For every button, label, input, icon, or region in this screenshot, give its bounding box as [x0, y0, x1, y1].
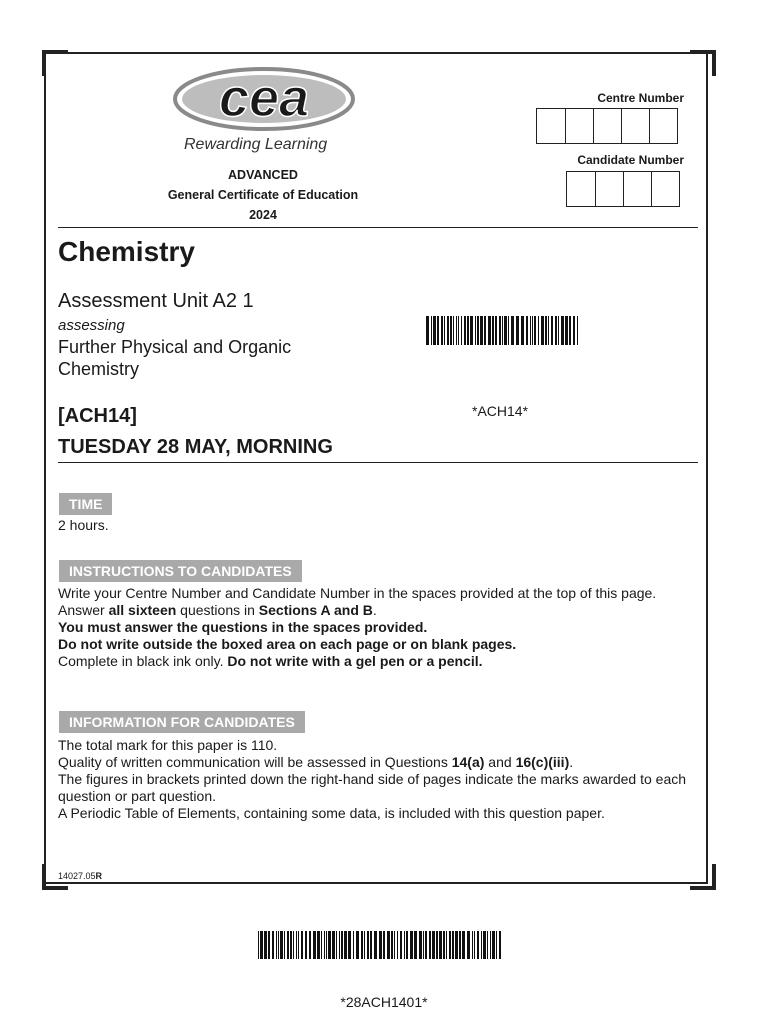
barcode-bar	[447, 316, 449, 345]
instruction-line: Write your Centre Number and Candidate Number in the spaces provided at the top of this page.	[58, 585, 657, 601]
barcode-bar	[321, 931, 322, 959]
logo-tagline: Rewarding Learning	[184, 136, 328, 153]
time-value	[58, 517, 688, 534]
barcode-bar	[437, 316, 439, 345]
barcode-bar	[293, 931, 294, 959]
centre-digit-box[interactable]	[649, 109, 677, 143]
barcode-bar	[429, 931, 431, 959]
barcode-bar	[298, 931, 299, 959]
barcode-bar	[423, 931, 424, 959]
barcode-bar	[436, 931, 438, 959]
barcode-bar	[443, 931, 445, 959]
barcode-bar	[499, 931, 501, 959]
barcode-bar	[425, 931, 427, 959]
information-line: The figures in brackets printed down the right-hand side of pages indicate the marks awarded to each question or part question.	[58, 771, 687, 804]
centre-digit-box[interactable]	[565, 109, 593, 143]
instructions-block	[58, 585, 688, 670]
cea-logo	[172, 66, 356, 132]
qualification-year: 2024	[249, 208, 277, 222]
qualification-level: ADVANCED	[228, 168, 298, 182]
barcode-bar	[379, 931, 382, 959]
exam-date: TUESDAY 28 MAY, MORNING	[58, 436, 333, 458]
barcode-bar	[276, 931, 277, 959]
centre-digit-box[interactable]	[537, 109, 565, 143]
barcode-bar	[348, 931, 351, 959]
barcode-bar	[472, 931, 473, 959]
barcode-bar	[569, 316, 571, 345]
barcode-bar	[439, 931, 442, 959]
barcode-bar	[453, 316, 454, 345]
corner-mark-bottom-right	[690, 864, 716, 890]
barcode-bar	[400, 931, 402, 959]
paper-barcode	[426, 316, 582, 345]
barcode-bar	[370, 931, 372, 959]
barcode-bar	[458, 316, 459, 345]
barcode-bar	[532, 316, 533, 345]
assessing-label: assessing	[58, 317, 125, 334]
barcode-bar	[326, 931, 327, 959]
barcode-bar	[394, 931, 395, 959]
barcode-bar	[480, 316, 483, 345]
barcode-bar	[504, 316, 507, 345]
barcode-bar	[444, 316, 445, 345]
barcode-bar	[290, 931, 292, 959]
centre-digit-box[interactable]	[593, 109, 621, 143]
barcode-bar	[296, 931, 297, 959]
barcode-bar	[526, 316, 528, 345]
barcode-bar	[287, 931, 289, 959]
barcode-bar	[459, 931, 461, 959]
barcode-bar	[555, 316, 557, 345]
barcode-bar	[367, 931, 369, 959]
information-line: A Periodic Table of Elements, containing some data, is included with this question paper.	[58, 805, 605, 821]
instruction-line: Answer all sixteen questions in Sections A and B.	[58, 602, 377, 618]
barcode-bar	[383, 931, 385, 959]
time-heading: TIME	[59, 493, 112, 515]
barcode-bar	[268, 931, 270, 959]
barcode-bar	[499, 316, 501, 345]
information-heading: INFORMATION FOR CANDIDATES	[59, 711, 305, 733]
barcode-bar	[449, 931, 451, 959]
barcode-bar	[521, 316, 524, 345]
barcode-bar	[467, 931, 470, 959]
barcode-bar	[356, 931, 359, 959]
barcode-bar	[516, 316, 519, 345]
barcode-bar	[344, 931, 347, 959]
barcode-bar	[258, 931, 259, 959]
title-divider	[58, 462, 698, 463]
barcode-bar	[433, 316, 436, 345]
barcode-bar	[328, 931, 331, 959]
candidate-number-boxes[interactable]	[566, 171, 680, 207]
barcode-bar	[313, 931, 316, 959]
centre-number-label: Centre Number	[597, 91, 684, 105]
barcode-bar	[477, 931, 479, 959]
barcode-bar	[464, 316, 466, 345]
barcode-bar	[432, 931, 435, 959]
barcode-bar	[301, 931, 303, 959]
instruction-line: Complete in black ink only. Do not write with a gel pen or a pencil.	[58, 653, 483, 669]
page-barcode	[258, 931, 504, 959]
information-line: The total mark for this paper is 110.	[58, 737, 278, 753]
barcode-bar	[406, 931, 408, 959]
barcode-bar	[534, 316, 536, 345]
cea-logo-text: cea	[218, 68, 310, 128]
barcode-bar	[456, 316, 457, 345]
barcode-bar	[565, 316, 568, 345]
barcode-bar	[426, 316, 429, 345]
barcode-bar	[511, 316, 514, 345]
barcode-bar	[391, 931, 393, 959]
barcode-bar	[490, 931, 491, 959]
candidate-digit-box[interactable]	[651, 172, 679, 206]
information-block	[58, 737, 688, 822]
barcode-bar	[419, 931, 422, 959]
barcode-bar	[374, 931, 377, 959]
barcode-bar	[495, 316, 497, 345]
barcode-bar	[339, 931, 340, 959]
unit-description: Further Physical and Organic Chemistry	[58, 337, 292, 379]
barcode-bar	[280, 931, 283, 959]
barcode-bar	[470, 316, 473, 345]
barcode-bar	[502, 316, 503, 345]
corner-mark-top-left	[42, 50, 68, 76]
header-divider	[58, 227, 698, 228]
barcode-bar	[462, 931, 465, 959]
barcode-bar	[455, 931, 458, 959]
centre-number-boxes[interactable]	[536, 108, 678, 144]
barcode-bar	[284, 931, 285, 959]
barcode-bar	[496, 931, 497, 959]
barcode-bar	[387, 931, 390, 959]
barcode-bar	[474, 931, 475, 959]
barcode-bar	[364, 931, 365, 959]
information-line: Quality of written communication will be assessed in Questions 14(a) and 16(c)(iii).	[58, 754, 574, 770]
barcode-bar	[545, 316, 547, 345]
instruction-line: Do not write outside the boxed area on each page or on blank pages.	[58, 636, 517, 652]
barcode-bar	[317, 931, 320, 959]
barcode-bar	[475, 316, 476, 345]
barcode-bar	[548, 316, 549, 345]
candidate-digit-box[interactable]	[595, 172, 623, 206]
barcode-bar	[483, 931, 486, 959]
qualification-name: General Certificate of Education	[167, 188, 359, 202]
time-duration: 2 hours.	[58, 517, 109, 533]
barcode-bar	[461, 316, 462, 345]
barcode-bar	[278, 931, 279, 959]
barcode-bar	[467, 316, 469, 345]
barcode-bar	[530, 316, 531, 345]
barcode-bar	[573, 316, 575, 345]
paper-barcode-text: *ACH14*	[472, 403, 529, 419]
corner-mark-top-right	[690, 50, 716, 76]
barcode-bar	[484, 316, 486, 345]
barcode-bar	[361, 931, 363, 959]
qualification-block	[140, 165, 386, 225]
barcode-bar	[492, 931, 495, 959]
barcode-bar	[397, 931, 398, 959]
barcode-bar	[441, 316, 443, 345]
candidate-digit-box[interactable]	[623, 172, 651, 206]
barcode-bar	[309, 931, 311, 959]
barcode-bar	[538, 316, 539, 345]
document-code: 14027.05R	[58, 871, 103, 881]
barcode-bar	[541, 316, 544, 345]
page-barcode-text: *28ACH1401*	[340, 994, 428, 1010]
barcode-bar	[481, 931, 482, 959]
centre-digit-box[interactable]	[621, 109, 649, 143]
barcode-bar	[558, 316, 559, 345]
barcode-bar	[264, 931, 267, 959]
barcode-bar	[488, 316, 491, 345]
subject-title: Chemistry	[58, 236, 195, 267]
barcode-bar	[404, 931, 405, 959]
instructions-heading: INSTRUCTIONS TO CANDIDATES	[59, 560, 302, 582]
assessment-unit: Assessment Unit A2 1	[58, 290, 254, 312]
barcode-bar	[492, 316, 494, 345]
barcode-bar	[561, 316, 564, 345]
barcode-bar	[336, 931, 337, 959]
barcode-bar	[446, 931, 447, 959]
barcode-bar	[324, 931, 325, 959]
barcode-bar	[353, 931, 354, 959]
barcode-bar	[551, 316, 553, 345]
barcode-bar	[272, 931, 274, 959]
barcode-bar	[487, 931, 488, 959]
barcode-bar	[305, 931, 307, 959]
barcode-bar	[414, 931, 417, 959]
barcode-bar	[577, 316, 578, 345]
candidate-number-label: Candidate Number	[577, 153, 684, 167]
barcode-bar	[410, 931, 413, 959]
barcode-bar	[450, 316, 452, 345]
barcode-bar	[341, 931, 343, 959]
instruction-line: You must answer the questions in the spaces provided.	[58, 619, 428, 635]
barcode-bar	[332, 931, 335, 959]
paper-code: [ACH14]	[58, 405, 137, 427]
candidate-digit-box[interactable]	[567, 172, 595, 206]
barcode-bar	[431, 316, 432, 345]
barcode-bar	[260, 931, 263, 959]
barcode-bar	[477, 316, 479, 345]
barcode-bar	[508, 316, 509, 345]
barcode-bar	[452, 931, 454, 959]
